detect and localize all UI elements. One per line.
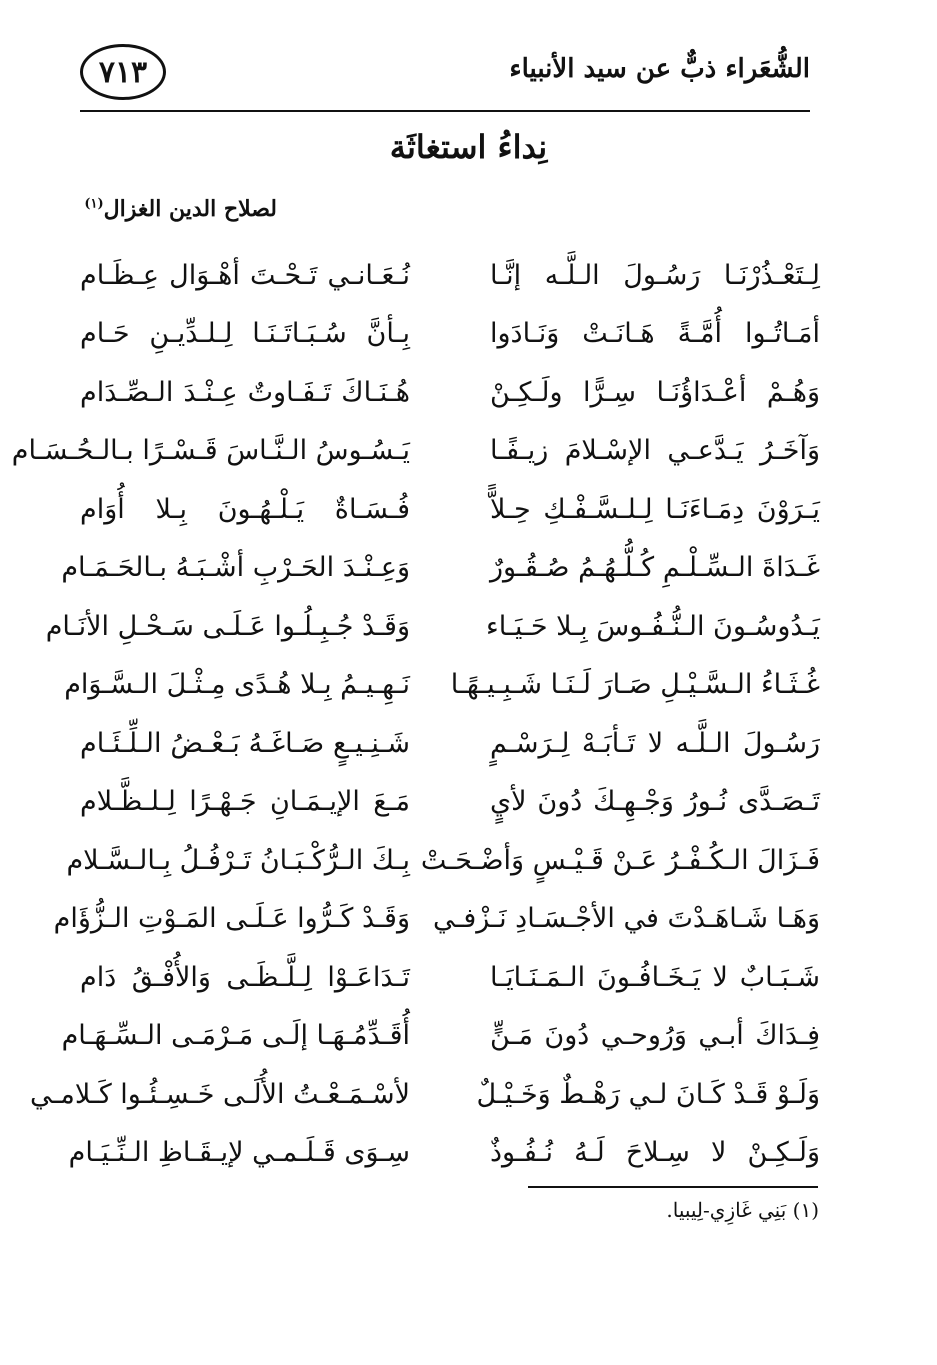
verse-row (11, 422, 820, 481)
verse-first-hemistich: وَلَـوْ قَـدْ كَـانَ لـي رَهْـطٌ وَخَـيْـلٌ (476, 1078, 820, 1110)
header-rule (80, 110, 810, 112)
verse-second-hemistich: نُـعَـانـي تَـحْـتَ أهْـوَال عِـظَـام (80, 259, 410, 291)
verse-first-hemistich: شَـبَـابٌ لا يَـخَـافُـونَ الـمَـنَـايَـا (490, 961, 820, 993)
verse-row (61, 1007, 820, 1066)
verse-second-hemistich: مَـعَ الإيـمَـانِ جَـهْـرًا لِـلـظَّـلام (80, 786, 410, 818)
verse-row (80, 363, 820, 422)
verse-first-hemistich: تَـصَـدَّى نُـورُ وَجْـهِـكَ دُونَ لأيٍ (490, 786, 820, 818)
verse-row (80, 773, 820, 832)
verse-first-hemistich: فِـدَاكَ أبـي وَرُوحـي دُونَ مَـنٍّ (490, 1020, 820, 1052)
verse-second-hemistich: أُقَـدِّمُـهَـا إلَـى مَـرْمَـى الـسِّـهَـام (61, 1020, 410, 1052)
verse-row (80, 305, 820, 364)
verse-second-hemistich: وَقَـدْ جُـبِـلُـوا عَـلَـى سَـحْـلِ الأنَـام (45, 610, 410, 642)
verse-first-hemistich: لِـتَعْـذُرْنَـا رَسُـولَ الـلَّـه إنَّـا (490, 259, 820, 291)
verse-second-hemistich: شَـنِـيـعٍ صَـاغَـهُ بَـعْـضُ الـلِّـئَـام (80, 727, 410, 759)
page-number: ٧١٣ (80, 44, 166, 100)
verse-row (45, 597, 820, 656)
verse-row (80, 714, 820, 773)
verse-first-hemistich: رَسُـولَ الـلَّـه لا تَـأبَـهْ لِـرَسْـمٍ (490, 727, 820, 759)
verse-row (66, 831, 820, 890)
verse-first-hemistich: أمَـاتُـوا أُمَّـةً هَـانَـتْ وَنَـادَوا (490, 318, 820, 350)
verse-row (80, 246, 820, 305)
verse-first-hemistich: فَـزَالَ الـكُـفْـرُ عَـنْ قَـيْـسٍ وَأضْـحَـتْ (420, 844, 820, 876)
verse-first-hemistich: وَهَـا شَـاهَـدْتَ في الأجْـسَـادِ نَـزْفـي (432, 903, 820, 935)
verse-row (64, 656, 820, 715)
verse-first-hemistich: وَلَـكِـنْ لا سِـلاحَ لَـهُ نُـفُـوذٌ (490, 1137, 820, 1169)
verse-first-hemistich: وَآخَـرُ يَـدَّعـي الإسْـلامَ زيـفًـا (490, 435, 820, 467)
verse-second-hemistich: لأسْـمَـعْـتُ الأُلَـى خَـسِـئُـوا كَـلامـي (29, 1078, 410, 1110)
poet-name-text: لصلاح الدين الغزال (103, 196, 277, 222)
verse-second-hemistich: بِـأنَّ سُـبَـاتَـنَـا لِـلـدِّيـنِ حَـام (80, 318, 410, 350)
verse-row (61, 539, 820, 598)
verse-second-hemistich: نَـهِـيـمُ بِـلا هُـدًى مِـثْـلَ الـسَّـوَام (64, 669, 410, 701)
verse-row (80, 480, 820, 539)
verse-second-hemistich: فُـسَـاةٌ يَـلْـهُـونَ بِـلا أُوَام (80, 493, 410, 525)
footnote: (١) بَنِي غَازِي-لِيبيا. (666, 1198, 819, 1222)
poet-name (84, 196, 277, 222)
verse-second-hemistich: بِـكَ الـرُّكْـبَـانُ تَـرْفُـلُ بِـالـسَّـلام (66, 844, 410, 876)
verse-first-hemistich: يَـدُوسُـونَ الـنُّـفُـوسَ بِـلا حَـيَـاء (486, 610, 820, 642)
verse-second-hemistich: وَقَـدْ كَـرُّوا عَـلَـى المَـوْتِ الـزُّؤَام (53, 903, 410, 935)
verse-second-hemistich: تَـدَاعَـوْا لِـلَّـظَـى وَالأُفْـقُ دَام (80, 961, 410, 993)
verse-row (80, 948, 820, 1007)
verse-second-hemistich: سِـوَى قَـلَـمـي لإيـقَـاظِ الـنِّـيَـام (68, 1137, 410, 1169)
page-header (80, 40, 810, 120)
running-title: الشُّعَراء ذبٌّ عن سيد الأنبياء (509, 54, 810, 84)
verse-first-hemistich: غَـدَاةَ الـسِّـلْـمِ كُـلُّـهُـمُ صُـقُـورٌ (490, 552, 820, 584)
verse-first-hemistich: وَهُـمْ أعْـدَاؤُنَـا سِـرًّا ولَـكِـنْ (490, 376, 820, 408)
poem-title: نِداءُ استغاثَة (389, 128, 548, 166)
verse-first-hemistich: يَـرَوْنَ دِمَـاءَنَـا لِـلـسَّـفْـكِ حِـلاًّ (490, 493, 820, 525)
verse-row (68, 1124, 820, 1183)
poem-verses (11, 246, 820, 1182)
verse-row (53, 890, 820, 949)
verse-row (29, 1065, 820, 1124)
footnote-marker: (١) (84, 196, 104, 212)
verse-first-hemistich: غُـثَـاءُ الـسَّـيْـلِ صَـارَ لَـنَـا شَـبِـيـهًـا (450, 669, 820, 701)
verse-second-hemistich: هُـنَـاكَ تَـفَـاوتٌ عِـنْـدَ الـصِّـدَام (80, 376, 410, 408)
footnote-rule (528, 1186, 818, 1188)
verse-second-hemistich: وَعِـنْـدَ الحَـرْبِ أشْـبَـهُ بـالحَـمَـام (61, 552, 410, 584)
verse-second-hemistich: يَـسُـوسُ الـنَّـاسَ قَـسْـرًا بـالـحُـسَـام (11, 435, 410, 467)
